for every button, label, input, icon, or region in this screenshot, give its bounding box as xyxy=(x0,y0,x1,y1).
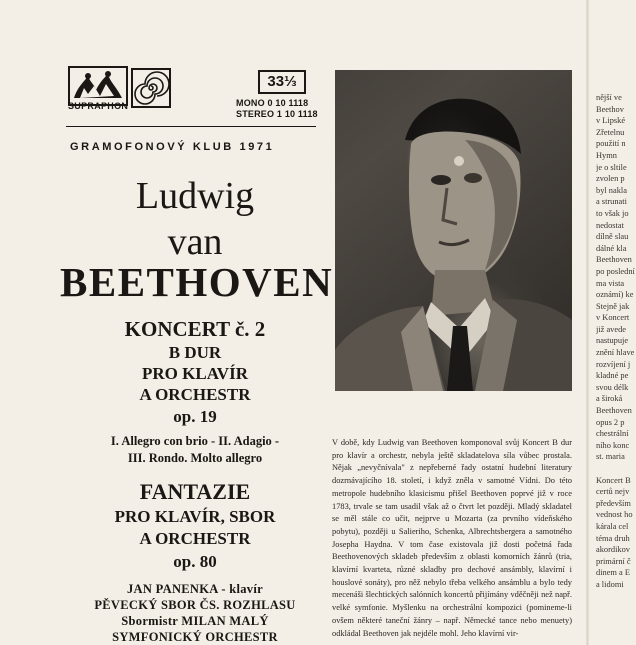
side-column-line: byl nakla xyxy=(596,185,627,195)
work2-opus: op. 80 xyxy=(173,552,217,571)
side-column-line: Beethov xyxy=(596,104,624,114)
side-column-line: již avede xyxy=(596,324,626,334)
side-column-line xyxy=(596,463,636,475)
side-column-line: primární č xyxy=(596,556,631,566)
page-seam xyxy=(586,0,589,645)
side-column-line: v Koncert xyxy=(596,313,630,323)
side-column-line: st. maria xyxy=(596,452,625,462)
header-divider xyxy=(66,126,316,127)
catalog-stereo: STEREO 1 10 1118 xyxy=(236,109,318,119)
side-column-line: v Lipské xyxy=(596,116,626,126)
side-column-line: oznámí) ke xyxy=(596,290,634,300)
side-column-line: použití n xyxy=(596,139,626,149)
side-column-line: znění hlave xyxy=(596,348,635,358)
work1-movements-2: III. Rondo. Molto allegro xyxy=(127,451,263,465)
work2-ensemble: A ORCHESTR xyxy=(139,529,251,548)
performer-3: Sbormistr MILAN MALÝ xyxy=(121,614,269,628)
side-column-line: akordikov xyxy=(596,545,630,555)
work1-opus: op. 19 xyxy=(173,407,217,426)
side-column-line: ního konc xyxy=(596,440,630,450)
pianist-portrait-photo xyxy=(335,70,572,391)
side-column-line: je o sltile xyxy=(596,162,627,172)
side-column-line: kárala cel xyxy=(596,521,629,531)
side-column-line: vednost ho xyxy=(596,510,633,520)
side-column-line: dílně slau xyxy=(596,232,629,242)
side-column-line: Hymn xyxy=(596,150,617,160)
work1-movements-1: I. Allegro con brio - II. Adagio - xyxy=(110,434,280,448)
side-column-line: a široká xyxy=(596,394,623,404)
club-title: GRAMOFONOVÝ KLUB 1971 xyxy=(70,141,275,153)
work1-key: B DUR xyxy=(168,343,222,362)
side-column-line: nedostat xyxy=(596,220,624,230)
composer-first-name: Ludwig xyxy=(135,175,255,217)
work1-ensemble: A ORCHESTR xyxy=(139,385,251,404)
side-column-line: Stejně jak xyxy=(596,301,630,311)
side-column-line: a lidomi xyxy=(596,579,624,589)
cut-off-text-column xyxy=(596,92,636,645)
performer-2: PĚVECKÝ SBOR ČS. ROZHLASU xyxy=(94,598,296,612)
side-column-line: téma druh xyxy=(596,533,630,543)
side-column-line: po poslední xyxy=(596,266,635,276)
work1-instrument: PRO KLAVÍR xyxy=(142,364,248,383)
supraphon-logo xyxy=(68,66,128,106)
side-column-line: Beethoven xyxy=(596,255,632,265)
composer-particle: van xyxy=(167,221,223,263)
catalog-mono: MONO 0 10 1118 xyxy=(236,98,309,108)
side-column-line: zvolen p xyxy=(596,174,625,184)
side-column-line: Koncert B xyxy=(596,475,631,485)
side-column-line: Beethoven xyxy=(596,406,632,416)
side-column-line: nastupuje xyxy=(596,336,629,346)
side-column-line: ma vista xyxy=(596,278,625,288)
side-column-line: rozvíjení j xyxy=(596,359,631,369)
side-column-line: dálné kla xyxy=(596,243,627,253)
side-column-line: kladné pe xyxy=(596,371,629,381)
composer-surname: BEETHOVEN xyxy=(60,259,334,305)
side-column-line: chestrální xyxy=(596,429,629,439)
work2-forces: PRO KLAVÍR, SBOR xyxy=(114,507,276,526)
side-column-line: nější ve xyxy=(596,93,622,102)
speed-badge: 33⅓ xyxy=(258,70,306,94)
side-column-line: a strunati xyxy=(596,197,627,207)
side-column-line: opus 2 p xyxy=(596,417,625,427)
work1-title: KONCERT č. 2 xyxy=(124,317,266,341)
performer-4: SYMFONICKÝ ORCHESTR xyxy=(112,630,278,644)
side-column-line: dinem a E xyxy=(596,568,630,578)
side-column-line: certů nejv xyxy=(596,487,630,497)
liner-notes-article xyxy=(332,437,572,640)
side-column-line: to však jo xyxy=(596,208,629,218)
liner-notes-text: V době, kdy Ludwig van Beethoven komponoval svůj Koncert B dur pro klavír a orchestr, nebyla ještě skladatelova síla vůbec prostala. Nějak „nevyčnívala" z nepřeberné řady ostatní hudební literatury dozrnávajícího 18. století, i když zněla v samotné Vídni. Do této metropole hudebního klasicismu přišel Beethoven poprvé již v roce 1783, trvale se tam usadil však až o čtvrt let později. Mladý skladatel se měl stále co učit, nejprve u Mozarta (za prvního vídeňského pobytu), později u Salieriho, Schenka, Albrechtsbergera a samotného Josepha Haydna. V tom čase existovala již dosti početná řada Beethovenových skladeb především z oblasti komorních žánrů (tria, klavírní kvarteta, různé skladby pro dechové ansámbly, klavírní i houslové sonáty), pro něž nebylo třeba velkého ansámblu a bylo tedy mecenáši šlechtických salónních koncertů přijímány vděčněji než např. velké symfonie. Myšlenku na orchestrální kompozici (pomineme-li ovšem některé taneční žánry – např. Německé tance nebo menuety) odkládal Beethoven jak nejdéle mohl. Jeho klavírní vir- xyxy=(332,438,572,638)
muse-figures-icon xyxy=(70,68,126,104)
portrait-silhouette-icon xyxy=(335,70,572,391)
side-column-line: svou délk xyxy=(596,382,629,392)
performer-1: JAN PANENKA - klavír xyxy=(127,582,263,596)
side-column-line: především xyxy=(596,498,631,508)
disc-spiral-icon xyxy=(131,68,171,108)
label-name: SUPRAPHON xyxy=(68,101,129,111)
side-column-line: Zřetelnu xyxy=(596,127,625,137)
work2-title: FANTAZIE xyxy=(139,479,251,504)
catalog-numbers xyxy=(236,98,318,120)
